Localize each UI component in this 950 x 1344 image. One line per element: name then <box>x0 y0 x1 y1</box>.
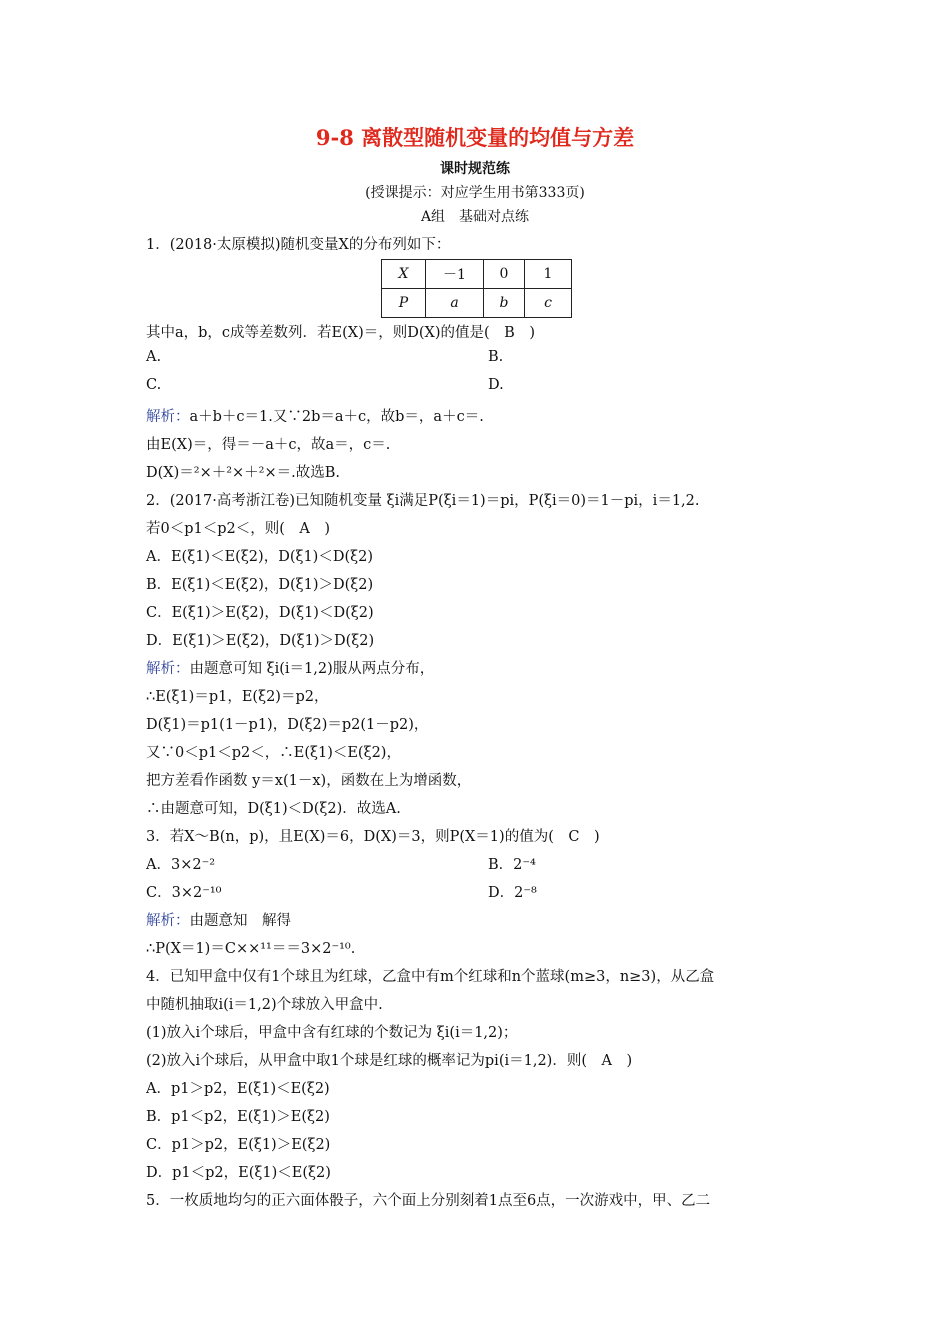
table-cell: －1 <box>426 260 484 289</box>
q3-solution-2: ∴P(X＝1)＝C××¹¹＝＝3×2⁻¹⁰. <box>146 941 356 957</box>
solution-label: 解析： <box>146 913 190 929</box>
page-title: 9-8 离散型随机变量的均值与方差 <box>315 125 635 150</box>
solution-text: a＋b＋c＝1.又∵2b＝a＋c，故b＝，a＋c＝. <box>189 409 484 425</box>
q1-option-c: C. <box>146 377 162 393</box>
q2-stem-1: 2．(2017·高考浙江卷)已知随机变量 ξi满足P(ξi＝1)＝pi，P(ξi＝0)＝1－pi，i＝1,2. <box>146 493 700 509</box>
q1-option-a: A. <box>146 349 162 365</box>
q2-option-d: D．E(ξ1)＞E(ξ2)，D(ξ1)＞D(ξ2) <box>146 633 375 649</box>
table-cell: P <box>382 289 426 318</box>
group-heading: A组 基础对点练 <box>420 209 530 225</box>
solution-label: 解析： <box>146 661 190 677</box>
q3-solution-1 <box>146 909 291 930</box>
q4-stem-4: (2)放入i个球后，从甲盒中取1个球是红球的概率记为pi(i＝1,2)．则( A ) <box>146 1053 633 1069</box>
q2-solution-3: D(ξ1)＝p1(1－p1)，D(ξ2)＝p2(1－p2)， <box>146 717 429 733</box>
table-cell: c <box>525 289 572 318</box>
q3-option-b: B．2⁻⁴ <box>488 857 536 873</box>
q4-stem-3: (1)放入i个球后，甲盒中含有红球的个数记为 ξi(i＝1,2)； <box>146 1025 518 1041</box>
solution-label: 解析： <box>146 409 190 425</box>
distribution-table <box>381 259 572 318</box>
q2-solution-2: ∴E(ξ1)＝p1，E(ξ2)＝p2， <box>146 689 329 705</box>
q1-solution-1 <box>146 405 484 426</box>
solution-text: 由题意可知 ξi(i＝1,2)服从两点分布， <box>189 661 435 677</box>
q2-solution-1 <box>146 657 434 678</box>
table-cell: 0 <box>484 260 525 289</box>
q2-option-a: A．E(ξ1)＜E(ξ2)，D(ξ1)＜D(ξ2) <box>146 549 373 565</box>
table-cell: 1 <box>525 260 572 289</box>
q5-stem-1: 5．一枚质地均匀的正六面体骰子，六个面上分别刻着1点至6点，一次游戏中，甲、乙二 <box>146 1193 711 1209</box>
q2-option-b: B．E(ξ1)＜E(ξ2)，D(ξ1)＞D(ξ2) <box>146 577 374 593</box>
q1-option-d: D. <box>488 377 504 393</box>
q2-option-c: C．E(ξ1)＞E(ξ2)，D(ξ1)＜D(ξ2) <box>146 605 374 621</box>
solution-text: 由题意知 解得 <box>189 913 291 929</box>
q3-option-c: C．3×2⁻¹⁰ <box>146 885 222 901</box>
q3-option-d: D．2⁻⁸ <box>488 885 537 901</box>
q2-stem-2: 若0＜p1＜p2＜，则( A ) <box>146 521 331 537</box>
table-cell: X <box>382 260 426 289</box>
q1-stem: 1．(2018·太原模拟)随机变量X的分布列如下： <box>146 237 451 253</box>
section-subtitle: 课时规范练 <box>440 161 510 177</box>
table-row <box>382 260 572 289</box>
q4-option-b: B．p1＜p2，E(ξ1)＞E(ξ2) <box>146 1109 330 1125</box>
q4-stem-2: 中随机抽取i(i＝1,2)个球放入甲盒中. <box>146 997 383 1013</box>
q4-option-a: A．p1＞p2，E(ξ1)＜E(ξ2) <box>146 1081 330 1097</box>
q4-option-d: D．p1＜p2，E(ξ1)＜E(ξ2) <box>146 1165 331 1181</box>
table-cell: a <box>426 289 484 318</box>
q1-solution-3: D(X)＝²×＋²×＋²×＝.故选B. <box>146 465 341 481</box>
textbook-hint: (授课提示：对应学生用书第333页) <box>365 185 585 201</box>
q2-solution-5: 把方差看作函数 y＝x(1－x)，函数在上为增函数， <box>146 773 472 789</box>
q3-stem: 3．若X～B(n，p)，且E(X)＝6，D(X)＝3，则P(X＝1)的值为( C ) <box>146 829 600 845</box>
table-cell: b <box>484 289 525 318</box>
q2-solution-4: 又∵0＜p1＜p2＜，∴E(ξ1)＜E(ξ2)， <box>146 745 401 761</box>
q4-option-c: C．p1＞p2，E(ξ1)＞E(ξ2) <box>146 1137 331 1153</box>
q2-solution-6: ∴由题意可知，D(ξ1)＜D(ξ2)．故选A. <box>146 801 401 817</box>
q1-option-b: B. <box>488 349 504 365</box>
q1-solution-2: 由E(X)＝，得＝－a＋c，故a＝，c＝. <box>146 437 391 453</box>
q4-stem-1: 4．已知甲盒中仅有1个球且为红球，乙盒中有m个红球和n个蓝球(m≥3，n≥3)，从乙盒 <box>146 969 715 985</box>
q3-option-a: A．3×2⁻² <box>146 857 216 873</box>
table-row <box>382 289 572 318</box>
q1-text: 其中a，b，c成等差数列．若E(X)＝，则D(X)的值是( B ) <box>146 325 535 341</box>
